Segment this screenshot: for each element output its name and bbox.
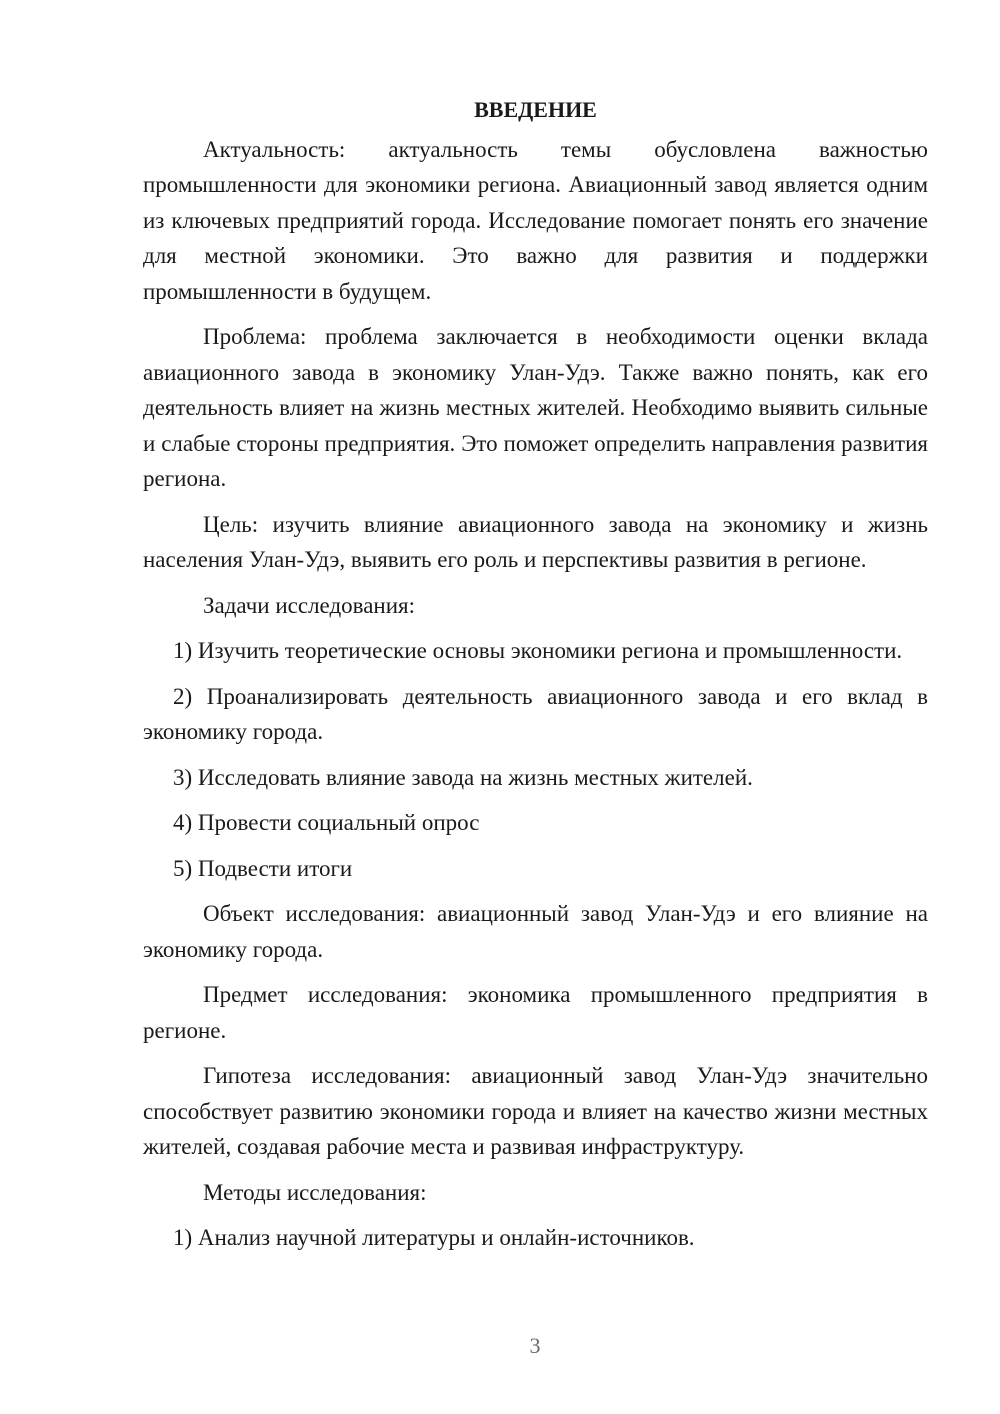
task-item-1: 1) Изучить теоретические основы экономики региона и промышленности. — [173, 638, 903, 663]
tasks-heading: Задачи исследования: — [203, 592, 416, 618]
relevance-paragraph: Актуальность: актуальность темы обусловлена важностью промышленности для экономики региона. Авиационный завод является одним из ключевых предприятий города. Исследование помогает понять его значение для местной экономики. Это важно для развития и поддержки промышленности в будущем. — [143, 136, 928, 304]
subject-paragraph: Предмет исследования: экономика промышленного предприятия в регионе. — [143, 982, 928, 1043]
page-title: ВВЕДЕНИЕ — [474, 97, 597, 122]
hypothesis-paragraph: Гипотеза исследования: авиационный завод Улан-Удэ значительно способствует развитию экономики города и влияет на качество жизни местных жителей, создавая рабочие места и развивая инфраструктуру. — [143, 1063, 928, 1159]
object-paragraph: Объект исследования: авиационный завод Улан-Удэ и его влияние на экономику города. — [143, 901, 928, 962]
task-item-4: 4) Провести социальный опрос — [173, 810, 480, 835]
document-page — [143, 92, 928, 1266]
task-item-3: 3) Исследовать влияние завода на жизнь местных жителей. — [173, 764, 753, 790]
task-item-2: 2) Проанализировать деятельность авиационного завода и его вклад в экономику города. — [143, 683, 928, 744]
goal-paragraph: Цель: изучить влияние авиационного завода на экономику и жизнь населения Улан-Удэ, выявить его роль и перспективы развития в регионе. — [143, 511, 928, 572]
methods-heading: Методы исследования: — [203, 1179, 427, 1205]
task-item-5: 5) Подвести итоги — [173, 855, 353, 881]
method-item-1: 1) Анализ научной литературы и онлайн-источников. — [173, 1225, 695, 1250]
page-number: 3 — [529, 1333, 541, 1358]
problem-paragraph: Проблема: проблема заключается в необходимости оценки вклада авиационного завода в экономику Улан-Удэ. Также важно понять, как его деятельность влияет на жизнь местных жителей. Необходимо выявить сильные и слабые стороны предприятия. Это поможет определить направления развития региона. — [143, 324, 928, 491]
